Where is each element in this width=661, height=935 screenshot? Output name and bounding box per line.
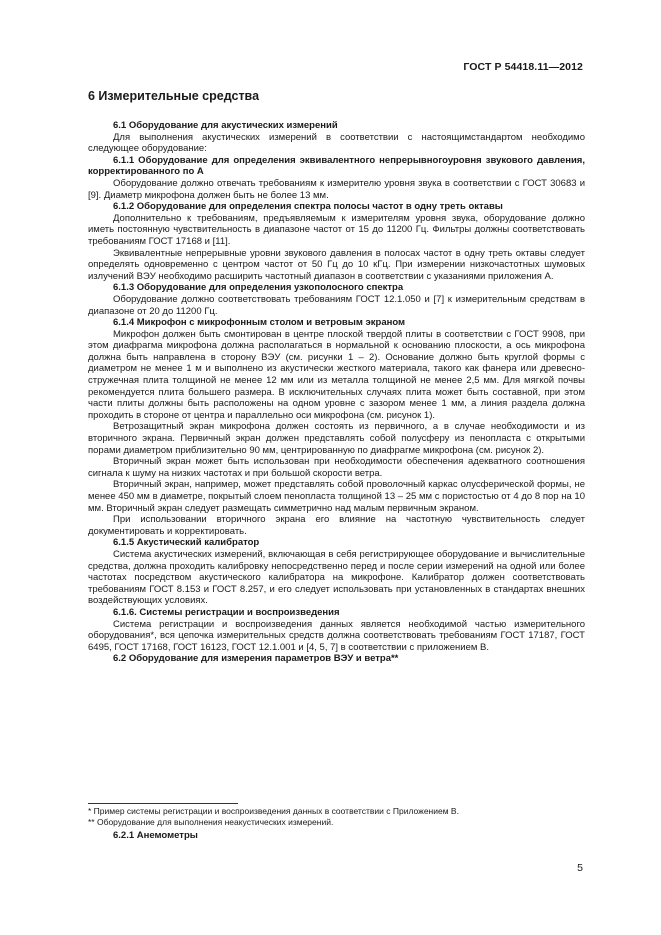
subsection-heading: 6.1.1 Оборудование для определения эквивалентного непрерывногоуровня звукового давления, корректированного по А <box>88 154 585 178</box>
subsection-heading: 6.1 Оборудование для акустических измерений <box>113 120 338 131</box>
subsection-heading: 6.1.3 Оборудование для определения узкополосного спектра <box>113 282 404 294</box>
page-number: 5 <box>577 862 583 874</box>
footnote-1: * Пример системы регистрации и воспроизведения данных в соответствии с Приложением В. <box>88 806 459 816</box>
paragraph: Микрофон должен быть смонтирован в центре плоской твердой плиты в соответствии с ГОСТ 9908, при этом диафрагма микрофона должна располагаться в нормальной к основанию плоскости, а ось микрофона должна быть направлена в сторону ВЭУ (см. рисунки 1 – 2). Основание должно быть круглой формы с диаметром не менее 1 м и выполнено из акустически жесткого материала, такого как фанера или древесно-стружечная плита толщиной не менее 12 мм или из металла толщиной не менее 2,5 мм. Для мягкой почвы рекомендуется плита большего размера. В исключительных случаях плита может быть составной, при этом части плиты должны быть расположены на одном уровне с зазором менее 1 мм, а линия раздела должна проходить в стороне от центра и параллельно оси микрофона (см. рисунок 1). <box>88 328 585 421</box>
subsection-heading: 6.1.4 Микрофон с микрофонным столом и ветровым экраном <box>113 317 406 329</box>
paragraph: При использовании вторичного экрана его влияние на частотную чувствительность следует документировать и корректировать. <box>88 514 585 537</box>
main-content <box>88 88 585 665</box>
section-title: 6 Измерительные средства <box>88 89 260 103</box>
footnotes <box>88 803 585 827</box>
paragraph: Ветрозащитный экран микрофона должен состоять из первичного, а в случае необходимости и из вторичного экрана. Первичный экран должен представлять собой полусферу из пенопласта с открытыми порами диаметром приблизительно 90 мм, центрированную по диафрагме микрофона (см. рисунок 2). <box>88 421 585 456</box>
paragraph: Эквивалентные непрерывные уровни звукового давления в полосах частот в одну треть октавы следует определять одновременно с центром частот от 50 Гц до 10 кГц. При измерении низкочастотных шумовых излучений ВЭУ необходимо расширить частотный диапазон в соответствии с указаниями приложения А. <box>88 247 585 282</box>
paragraph: Оборудование должно соответствовать требованиям ГОСТ 12.1.050 и [7] к измерительным средствам в диапазоне от 20 до 11200 Гц. <box>88 293 585 317</box>
subsection-heading: 6.2 Оборудование для измерения параметров ВЭУ и ветра** <box>113 653 399 665</box>
subsection-heading: 6.1.6. Системы регистрации и воспроизведения <box>113 606 340 618</box>
footnote-2: ** Оборудование для выполнения неакустических измерений. <box>88 816 334 827</box>
paragraph: Вторичный экран, например, может представлять собой проволочный каркас олусферической формы, не менее 450 мм в диаметре, покрытый слоем пенопласта толщиной 13 – 25 мм с пористостью от 4 до 8 пор на 10 мм. Вторичный экран следует размещать симметрично над малым первичным экраном. <box>88 479 585 514</box>
subsection-heading-anemometers: 6.2.1 Анемометры <box>113 830 198 841</box>
paragraph: Вторичный экран может быть использован при необходимости обеспечения адекватного соотношения сигнала к шуму на низких частотах и при большой скорости ветра. <box>88 456 585 479</box>
subsection-heading: 6.1.5 Акустический калибратор <box>113 537 260 549</box>
paragraph: Система акустических измерений, включающая в себя регистрирующее оборудование и вычислительные средства, должна проходить калибровку непосредственно перед и после серии измерений на одной или более частотах посредством акустического калибратора на микрофоне. Калибратор должен соответствовать требованиям ГОСТ 8.153 и ГОСТ 8.257, и его следует использовать при установленных в стандартах внешних воздействующих условиях. <box>88 548 585 607</box>
document-id-header: ГОСТ Р 54418.11—2012 <box>463 61 583 73</box>
paragraph: Система регистрации и воспроизведения данных является необходимой частью измерительного оборудования*, вся цепочка измерительных средств должна соответствовать требованиям ГОСТ 17187, ГОСТ 6495, ГОСТ 17168, ГОСТ 16123, ГОСТ 12.1.001 и [4, 5, 7] в соответствии с приложением В. <box>88 618 585 653</box>
subsection-heading: 6.1.2 Оборудование для определения спектра полосы частот в одну треть октавы <box>113 201 503 213</box>
footnote-rule <box>88 803 238 804</box>
paragraph: Дополнительно к требованиям, предъявляемым к измерителям уровня звука, оборудование должно иметь постоянную чувствительность в диапазоне частот от 15 до 11200 Гц. Фильтры должны соответствовать требованиям ГОСТ 17168 и [11]. <box>88 212 585 247</box>
body-flow <box>88 120 585 665</box>
paragraph: Оборудование должно отвечать требованиям к измерителю уровня звука в соответствии с ГОСТ 30683 и [9]. Диаметр микрофона должен быть не более 13 мм. <box>88 177 585 201</box>
paragraph: Для выполнения акустических измерений в соответствии с настоящимстандартом необходимо следующее оборудование: <box>88 131 585 155</box>
